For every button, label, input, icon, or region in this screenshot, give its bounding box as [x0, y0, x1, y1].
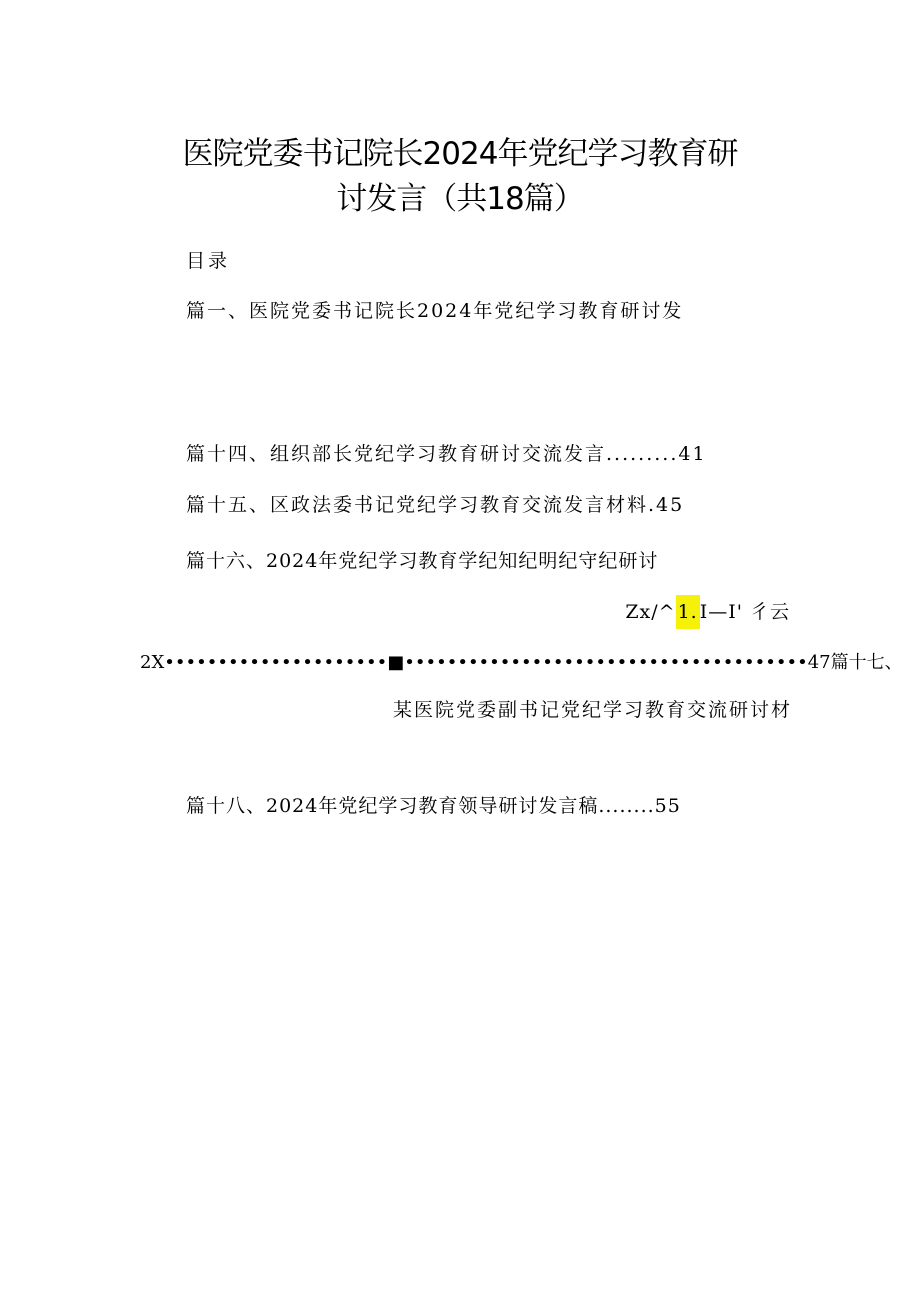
toc-item-17: 某医院党委副书记党纪学习教育交流研讨材 — [392, 699, 792, 721]
toc-item-16: 篇十六、2024年党纪学习教育学纪知纪明纪守纪研讨 — [186, 550, 659, 572]
document-title-line-2: 讨发言（共18篇） — [336, 181, 584, 217]
toc-item-15: 篇十五、区政法委书记党纪学习教育交流发言材料.45 — [186, 494, 685, 516]
toc-item-14: 篇十四、组织部长党纪学习教育研讨交流发言.........41 — [186, 443, 707, 465]
toc-item-16-leader: 2X•••••••••••••••••••••■••••••••••••••••••••••••••••••••••••••47篇十七、 — [140, 652, 903, 673]
highlight-mark: 1. — [676, 595, 700, 629]
toc-heading: 目录 — [186, 250, 231, 272]
toc-item-16-tail-text-after: I—I' 彳云 — [699, 601, 790, 623]
toc-item-1: 篇一、医院党委书记院长2024年党纪学习教育研讨发 — [186, 300, 684, 322]
document-title-line-1: 医院党委书记院长2024年党纪学习教育研 — [182, 136, 738, 172]
toc-item-16-tail-text: Zx/^ — [625, 601, 676, 623]
toc-item-18: 篇十八、2024年党纪学习教育领导研讨发言稿........55 — [186, 795, 681, 817]
toc-item-16-tail — [625, 597, 790, 624]
